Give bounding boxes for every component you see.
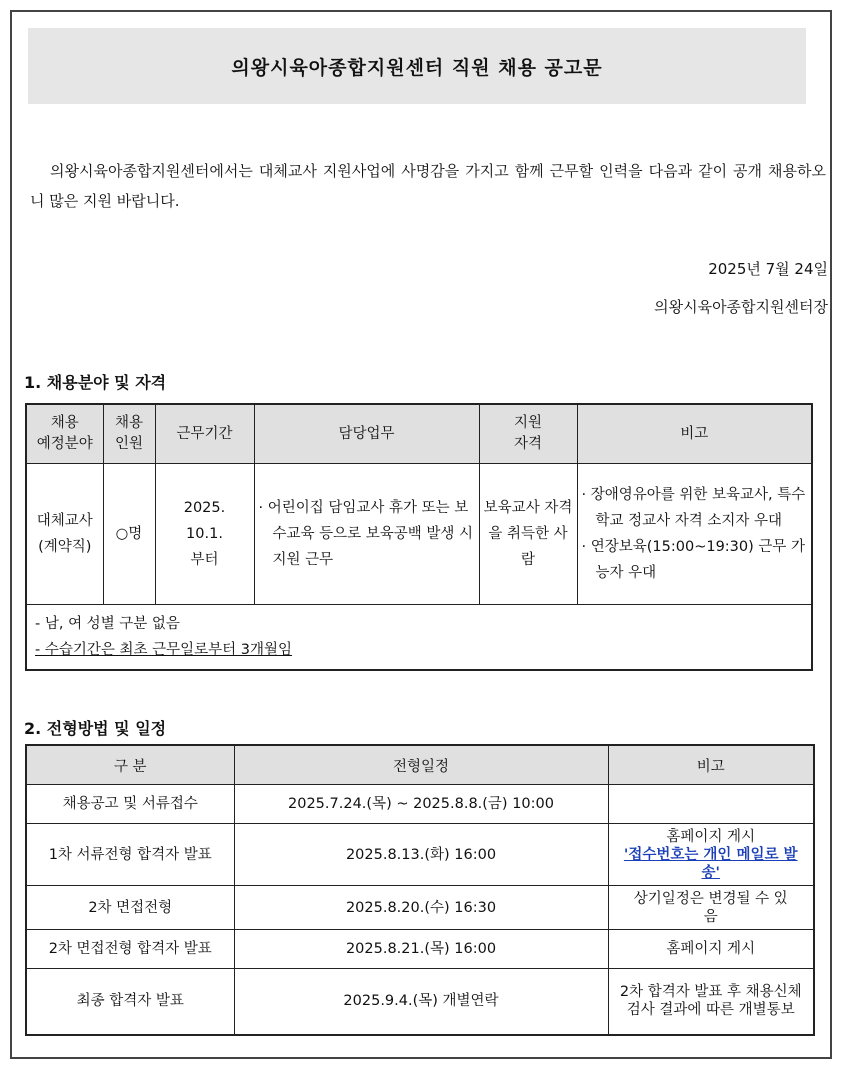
table-row	[26, 464, 812, 605]
page-title: 의왕시육아종합지원센터 직원 채용 공고문	[28, 28, 806, 104]
cell-schedule: 2025.7.24.(목) ~ 2025.8.8.(금) 10:00	[234, 785, 608, 824]
footnote-probation: - 수습기간은 최초 근무일로부터 3개월임	[35, 642, 293, 658]
cell-note: 2차 합격자 발표 후 채용신체검사 결과에 따른 개별통보	[608, 969, 814, 1035]
table-row	[26, 969, 814, 1035]
header-note: 비고	[608, 745, 814, 785]
cell-qualification: 보육교사 자격을 취득한 사람	[479, 464, 577, 605]
schedule-table	[25, 744, 815, 1036]
cell-note: · 장애영유아를 위한 보육교사, 특수학교 정교사 자격 소지자 우대 · 연장보육(15:00~19:30) 근무 가능자 우대	[577, 464, 812, 605]
cell-category: 2차 면접전형 합격자 발표	[26, 930, 234, 969]
cell-schedule: 2025.8.20.(수) 16:30	[234, 886, 608, 930]
cell-count: ○명	[103, 464, 155, 605]
cell-field: 대체교사 (계약직)	[26, 464, 103, 605]
section-1-heading: 1. 채용분야 및 자격	[24, 373, 167, 392]
cell-schedule: 2025.8.13.(화) 16:00	[234, 824, 608, 886]
cell-category: 2차 면접전형	[26, 886, 234, 930]
sender: 의왕시육아종합지원센터장	[654, 298, 828, 316]
header-period: 근무기간	[155, 404, 254, 464]
table-row	[26, 824, 814, 886]
cell-category: 채용공고 및 서류접수	[26, 785, 234, 824]
cell-note: 상기일정은 변경될 수 있음	[608, 886, 814, 930]
qualification-table	[25, 403, 813, 671]
cell-schedule: 2025.8.21.(목) 16:00	[234, 930, 608, 969]
table-row	[26, 785, 814, 824]
cell-period: 2025. 10.1. 부터	[155, 464, 254, 605]
table-row	[26, 930, 814, 969]
cell-note: 홈페이지 게시	[608, 930, 814, 969]
header-schedule: 전형일정	[234, 745, 608, 785]
note-emphasis: '접수번호는 개인 메일로 발송'	[623, 846, 798, 881]
cell-note: 홈페이지 게시 '접수번호는 개인 메일로 발송'	[608, 824, 814, 886]
table-header-row	[26, 404, 812, 464]
cell-duty: · 어린이집 담임교사 휴가 또는 보수교육 등으로 보육공백 발생 시 지원 근무	[254, 464, 479, 605]
intro-paragraph: 의왕시육아종합지원센터에서는 대체교사 지원사업에 사명감을 가지고 함께 근무할 인력을 다음과 같이 공개 채용하오니 많은 지원 바랍니다.	[30, 162, 826, 210]
header-category: 구 분	[26, 745, 234, 785]
cell-category: 1차 서류전형 합격자 발표	[26, 824, 234, 886]
cell-category: 최종 합격자 발표	[26, 969, 234, 1035]
header-count: 채용 인원	[103, 404, 155, 464]
header-duty: 담당업무	[254, 404, 479, 464]
cell-schedule: 2025.9.4.(목) 개별연락	[234, 969, 608, 1035]
cell-note	[608, 785, 814, 824]
section-2-heading: 2. 전형방법 및 일정	[24, 719, 167, 738]
footnote-gender: - 남, 여 성별 구분 없음	[35, 616, 180, 632]
table-row	[26, 886, 814, 930]
table-header-row	[26, 745, 814, 785]
header-field: 채용 예정분야	[26, 404, 103, 464]
announcement-date: 2025년 7월 24일	[708, 260, 828, 278]
header-qualification: 지원 자격	[479, 404, 577, 464]
table-footnote-row	[26, 605, 812, 671]
header-note: 비고	[577, 404, 812, 464]
